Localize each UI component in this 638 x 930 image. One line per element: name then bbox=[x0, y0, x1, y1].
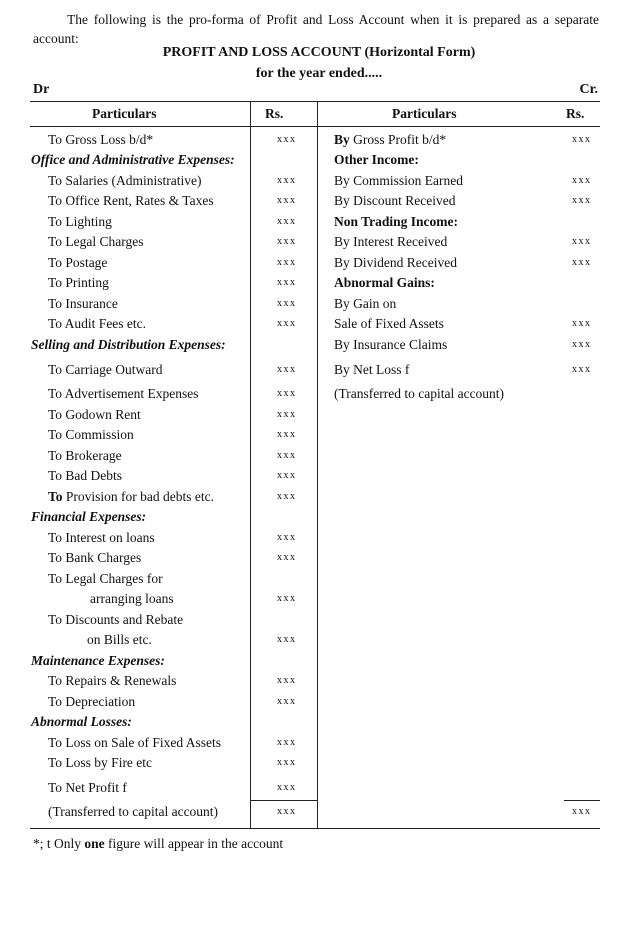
credit-entry bbox=[334, 232, 447, 252]
credit-entry-prefix: By bbox=[334, 132, 350, 147]
debit-entry bbox=[48, 384, 199, 404]
debit-entry-amount: xxx bbox=[277, 634, 297, 645]
debit-entry-text: To Insurance bbox=[48, 296, 118, 311]
debit-entry-amount: xxx bbox=[277, 450, 297, 461]
debit-entry-text: To Loss by Fire etc bbox=[48, 755, 153, 770]
debit-entry-text: To Depreciation bbox=[48, 694, 136, 709]
debit-entry-text: To Commission bbox=[48, 427, 134, 442]
credit-entry-amount: xxx bbox=[572, 339, 592, 350]
footnote-emphasis: one bbox=[84, 836, 105, 851]
left-rs-header: Rs. bbox=[265, 106, 284, 121]
credit-entry-text: By Dividend Received bbox=[334, 255, 457, 270]
debit-entry bbox=[48, 569, 163, 589]
debit-entry-amount: xxx bbox=[277, 429, 297, 440]
intro-paragraph: The following is the pro-forma of Profit and Loss Account when it is prepared as a separate account: bbox=[33, 12, 599, 46]
debit-entry bbox=[48, 314, 146, 334]
debit-entry bbox=[48, 610, 183, 630]
footnote-prefix: *; t Only bbox=[33, 836, 85, 851]
debit-section-heading bbox=[31, 335, 226, 355]
debit-entry bbox=[48, 253, 107, 273]
debit-entry bbox=[48, 232, 144, 252]
debit-label: Dr bbox=[33, 82, 50, 97]
credit-entry-amount: xxx bbox=[572, 257, 592, 268]
credit-section-heading bbox=[334, 273, 435, 293]
credit-label: Cr. bbox=[579, 82, 598, 97]
debit-entry-text: To Repairs & Renewals bbox=[48, 673, 177, 688]
debit-entry-text: To Advertisement Expenses bbox=[48, 386, 199, 401]
debit-entry bbox=[48, 130, 153, 150]
credit-section-heading bbox=[334, 212, 458, 232]
credit-entry-text: Other Income: bbox=[334, 152, 419, 167]
debit-entry-amount: xxx bbox=[277, 175, 297, 186]
debit-section-heading bbox=[31, 507, 146, 527]
credit-entry-text: Sale of Fixed Assets bbox=[334, 316, 444, 331]
debit-entry-text: Abnormal Losses: bbox=[31, 714, 132, 729]
debit-entry-text: To Legal Charges for bbox=[48, 571, 163, 586]
debit-entry-amount: xxx bbox=[277, 216, 297, 227]
credit-entry-amount: xxx bbox=[572, 134, 592, 145]
credit-entry bbox=[334, 171, 463, 191]
credit-section-heading bbox=[334, 150, 419, 170]
right-particulars-header: Particulars bbox=[392, 106, 457, 121]
debit-entry-text: To Salaries (Administrative) bbox=[48, 173, 202, 188]
debit-entry-amount: xxx bbox=[277, 298, 297, 309]
debit-entry-text: on Bills etc. bbox=[87, 632, 152, 647]
credit-entry-text: By Discount Received bbox=[334, 193, 456, 208]
credit-entry-amount: xxx bbox=[572, 318, 592, 329]
debit-entry bbox=[48, 191, 214, 211]
credit-entry-text: By Insurance Claims bbox=[334, 337, 448, 352]
debit-entry-amount: xxx bbox=[277, 593, 297, 604]
debit-entry-text: To Godown Rent bbox=[48, 407, 141, 422]
credit-entry bbox=[334, 294, 396, 314]
debit-entry-text: Financial Expenses: bbox=[31, 509, 147, 524]
debit-entry-text: To Discounts and Rebate bbox=[48, 612, 184, 627]
right-rs-header: Rs. bbox=[566, 106, 585, 121]
credit-entry bbox=[334, 253, 457, 273]
credit-entry-text: Non Trading Income: bbox=[334, 214, 459, 229]
debit-entry-text: To Postage bbox=[48, 255, 108, 270]
debit-entry-text: To Brokerage bbox=[48, 448, 122, 463]
debit-entry-text: To Legal Charges bbox=[48, 234, 144, 249]
debit-entry-text: To Loss on Sale of Fixed Assets bbox=[48, 735, 222, 750]
debit-entry-amount: xxx bbox=[277, 470, 297, 481]
debit-entry bbox=[48, 405, 141, 425]
footnote-suffix: figure will appear in the account bbox=[104, 836, 284, 851]
profit-loss-ledger bbox=[30, 101, 600, 829]
debit-entry-text: To Gross Loss b/d* bbox=[48, 132, 154, 147]
debit-entry-text: To Interest on loans bbox=[48, 530, 155, 545]
debit-entry bbox=[48, 425, 134, 445]
debit-entry bbox=[48, 171, 202, 191]
center-divider bbox=[317, 102, 318, 828]
debit-entry-amount: xxx bbox=[277, 696, 297, 707]
debit-entry-amount: xxx bbox=[277, 257, 297, 268]
debit-entry-amount: xxx bbox=[277, 409, 297, 420]
debit-entry-text: Maintenance Expenses: bbox=[31, 653, 165, 668]
debit-entry bbox=[48, 466, 122, 486]
footnote bbox=[33, 836, 283, 852]
debit-entry-text: To Office Rent, Rates & Taxes bbox=[48, 193, 214, 208]
debit-entry-amount: xxx bbox=[277, 277, 297, 288]
credit-entry-text: By Commission Earned bbox=[334, 173, 463, 188]
credit-total-rule bbox=[564, 800, 600, 801]
debit-entry-prefix: To bbox=[48, 489, 63, 504]
debit-section-heading bbox=[31, 651, 165, 671]
credit-entry-text: By Gain on bbox=[334, 296, 397, 311]
credit-entry-text: (Transferred to capital account) bbox=[334, 386, 505, 401]
debit-entry bbox=[87, 630, 152, 650]
credit-entry-amount: xxx bbox=[572, 195, 592, 206]
credit-entry-text: Gross Profit b/d* bbox=[353, 132, 447, 147]
debit-entry-text: To Bad Debts bbox=[48, 468, 123, 483]
debit-entry-text: arranging loans bbox=[90, 591, 174, 606]
credit-entry-amount: xxx bbox=[572, 364, 592, 375]
debit-entry-amount: xxx bbox=[277, 491, 297, 502]
credit-entry-amount: xxx bbox=[572, 236, 592, 247]
debit-entry-text: To Printing bbox=[48, 275, 109, 290]
debit-entry bbox=[48, 360, 163, 380]
account-subtitle: for the year ended..... bbox=[255, 66, 383, 81]
debit-entry-text: Office and Administrative Expenses: bbox=[31, 152, 235, 167]
debit-entry-text: To Bank Charges bbox=[48, 550, 142, 565]
debit-entry bbox=[48, 778, 127, 798]
debit-section-heading bbox=[31, 150, 235, 170]
credit-entry-text: Abnormal Gains: bbox=[334, 275, 435, 290]
credit-entry bbox=[334, 314, 444, 334]
header-rule bbox=[30, 126, 600, 127]
credit-total-amount: xxx bbox=[572, 806, 592, 817]
debit-section-heading bbox=[31, 712, 132, 732]
debit-entry-amount: xxx bbox=[277, 782, 297, 793]
debit-entry-text: Selling and Distribution Expenses: bbox=[31, 337, 226, 352]
debit-entry-amount: xxx bbox=[277, 532, 297, 543]
debit-entry bbox=[48, 528, 155, 548]
debit-entry bbox=[48, 548, 141, 568]
debit-total-rule bbox=[250, 800, 317, 801]
debit-entry-text: To Carriage Outward bbox=[48, 362, 163, 377]
credit-entry bbox=[334, 191, 455, 211]
debit-entry-text: To Net Profit f bbox=[48, 780, 127, 795]
debit-entry bbox=[48, 446, 122, 466]
credit-entry bbox=[334, 384, 504, 404]
column-divider bbox=[250, 102, 251, 828]
account-title: PROFIT AND LOSS ACCOUNT (Horizontal Form) bbox=[162, 45, 476, 60]
debit-entry bbox=[48, 212, 112, 232]
debit-entry bbox=[48, 671, 176, 691]
credit-entry bbox=[334, 335, 447, 355]
debit-entry bbox=[48, 692, 135, 712]
debit-entry bbox=[90, 589, 174, 609]
debit-entry-amount: xxx bbox=[277, 675, 297, 686]
debit-entry-amount: xxx bbox=[277, 806, 297, 817]
debit-entry-text: To Lighting bbox=[48, 214, 112, 229]
credit-entry bbox=[334, 130, 446, 150]
debit-entry bbox=[48, 802, 218, 822]
debit-entry-text: (Transferred to capital account) bbox=[48, 804, 219, 819]
debit-entry bbox=[48, 487, 214, 507]
debit-entry bbox=[48, 753, 152, 773]
debit-entry-amount: xxx bbox=[277, 134, 297, 145]
debit-entry bbox=[48, 273, 109, 293]
debit-entry bbox=[48, 294, 118, 314]
debit-entry-amount: xxx bbox=[277, 757, 297, 768]
debit-entry-amount: xxx bbox=[277, 552, 297, 563]
debit-entry-amount: xxx bbox=[277, 388, 297, 399]
debit-entry-amount: xxx bbox=[277, 195, 297, 206]
debit-entry bbox=[48, 733, 221, 753]
debit-entry-amount: xxx bbox=[277, 737, 297, 748]
credit-entry bbox=[334, 360, 409, 380]
debit-entry-amount: xxx bbox=[277, 236, 297, 247]
debit-entry-text: Provision for bad debts etc. bbox=[65, 489, 214, 504]
credit-entry-amount: xxx bbox=[572, 175, 592, 186]
debit-entry-amount: xxx bbox=[277, 318, 297, 329]
credit-entry-text: By Net Loss f bbox=[334, 362, 410, 377]
debit-entry-text: To Audit Fees etc. bbox=[48, 316, 147, 331]
credit-entry-text: By Interest Received bbox=[334, 234, 448, 249]
left-particulars-header: Particulars bbox=[92, 106, 157, 121]
debit-entry-amount: xxx bbox=[277, 364, 297, 375]
